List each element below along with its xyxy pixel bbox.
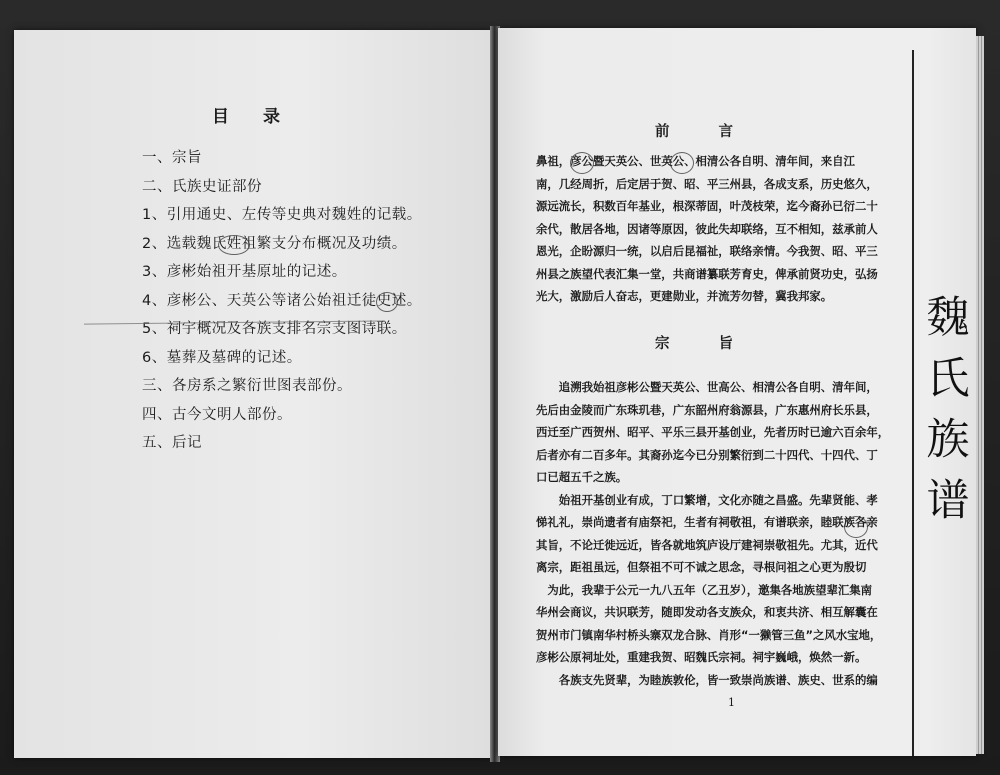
side-title-char: 魏 [926, 293, 970, 343]
text-line: 彦彬公原祠址处，重建我贺、昭魏氏宗祠。祠宇巍峨，焕然一新。 [536, 650, 867, 664]
text-line: 口已超五千之族。 [536, 470, 628, 484]
preface-heading: 前 言 [654, 124, 756, 140]
side-title [926, 288, 970, 532]
toc-item: 5、祠宇概况及各族支排名宗支图诗联。 [142, 321, 407, 337]
side-title-char: 谱 [926, 476, 970, 526]
text-line: 光大，激励后人奋志，更建勋业，并流芳勿替，冀我邦家。 [536, 289, 833, 303]
text-line: 南，几经周折，后定居于贺、昭、平三州县，各成支系，历史悠久， [536, 176, 878, 191]
page-number: 1 [728, 696, 735, 709]
toc-item: 4、彦彬公、天英公等诸公始祖迁徒史述。 [142, 292, 422, 309]
page-edges [976, 36, 984, 754]
toc-item: 五、后记 [142, 435, 202, 451]
side-title-char: 族 [926, 415, 970, 465]
toc-item: 3、彦彬始祖开基原址的记述。 [142, 264, 347, 280]
text-line: 贺州市门镇南华村桥头寨双龙合脉、肖形“一獭管三鱼”之风水宝地， [536, 627, 882, 642]
text-line: 始祖开基创业有成，丁口繁增，文化亦随之昌盛。先辈贤能、孝 [558, 492, 878, 507]
text-line: 先后由金陵而广东珠玑巷，广东韶州府翁源县，广东惠州府长乐县， [536, 402, 878, 417]
text-line: 离宗，距祖虽远，但祭祖不可不诚之思念，寻根问祖之心更为殷切 [536, 560, 867, 574]
text-line: 各族支先贤辈，为睦族敦伦，皆一致崇尚族谱、族史、世系的编 [558, 672, 878, 687]
pencil-circle [844, 516, 868, 538]
toc-item: 6、墓葬及墓碑的记述。 [142, 349, 302, 366]
toc-item: 一、宗旨 [142, 150, 202, 166]
purpose-heading: 宗 旨 [654, 336, 756, 352]
toc-item: 二、氏族史证部份 [142, 178, 262, 195]
toc-item: 2、选载魏氏姓祖繁支分布概况及功绩。 [142, 235, 407, 252]
toc-item: 三、各房系之繁衍世图表部份。 [142, 378, 352, 394]
pencil-circle [218, 235, 250, 255]
text-line: 华州会商议，共识联芳，随即发动各支族众，和衷共济、相互解囊在 [536, 605, 878, 619]
side-title-char: 氏 [926, 354, 970, 404]
vertical-rule [912, 50, 914, 756]
text-line: 余代，散居各地，因诸等原因，彼此失却联络，互不相知，兹承前人 [536, 221, 878, 236]
preface-text [536, 150, 906, 308]
toc-list [142, 144, 472, 458]
text-line: 源远流长，积数百年基业，根深蒂固，叶茂枝荣，迄今裔孙已衍二十 [536, 199, 878, 213]
text-line: 州县之族望代表汇集一堂，共商谱纂联芳育史，俾承前贤功史，弘扬 [536, 266, 878, 281]
text-line: 鼻祖，彦公暨天英公、世英公、相清公各自明、清年间，来自江 [536, 154, 855, 168]
pencil-circle [670, 152, 694, 174]
text-line: 其旨，不论迁徙远近，皆各就地筑庐设厅建祠崇敬祖先。尤其，近代 [536, 537, 878, 552]
text-line: 追溯我始祖彦彬公暨天英公、世高公、相清公各自明、清年间， [558, 380, 878, 394]
pencil-circle [570, 152, 594, 174]
text-line: 后者亦有二百多年。其裔孙迄今已分别繁衍到二十四代、十四代、丁 [536, 447, 878, 462]
text-line: 西迁至广西贺州、昭平、平乐三县开基创业，先者历时已逾六百余年， [536, 425, 890, 439]
toc-title: 目 录 [212, 107, 294, 127]
left-page [14, 30, 492, 758]
text-line: 为此，我辈于公元一九八五年（乙丑岁），邀集各地族望辈汇集南 [547, 582, 873, 597]
pencil-circle [376, 292, 398, 312]
text-line: 恩光，企盼源归一统，以启后昆福祉，联络亲情。今我贺、昭、平三 [536, 244, 878, 258]
toc-item: 1、引用通史、左传等史典对魏姓的记载。 [142, 207, 422, 223]
text-line: 悌礼礼，崇尚遗者有庙祭祀，生者有祠敬祖，有谱联亲，睦联族各亲 [536, 515, 878, 529]
right-page [498, 28, 976, 756]
toc-item: 四、古今文明人部份。 [142, 406, 292, 423]
